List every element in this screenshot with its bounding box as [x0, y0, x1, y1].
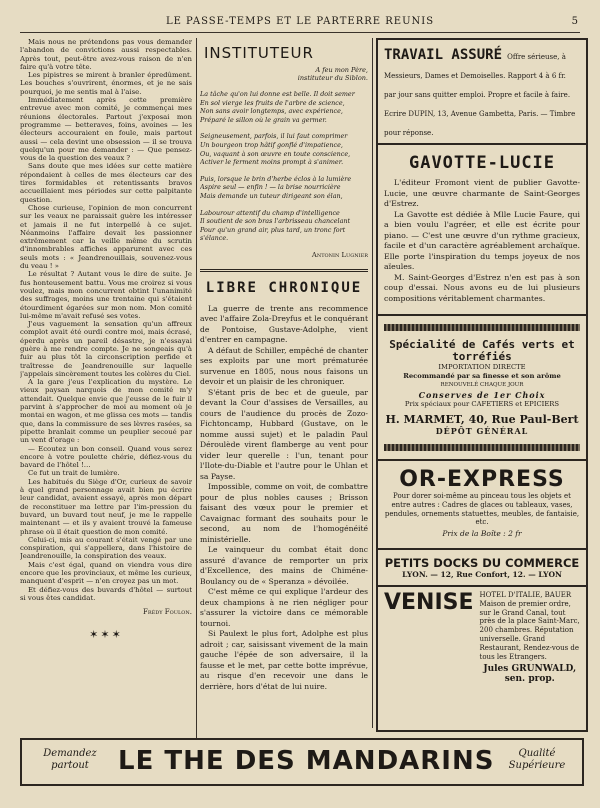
poem-line: Seigneusement, parfois, il lui faut comprimer — [200, 132, 348, 141]
ad-express-price: Prix de la Boîte : 2 fr — [442, 529, 522, 539]
ad-gavotte-para: La Gavotte est dédiée à Mlle Lucie Faure, qui a bien voulu l'agréer, et elle est écrite pour piano. — C'est une œuvre d'un rythme gracieux, facile et d'un caractère agréablement archaïque. Elle porte l'inspiration du temps joyeux de nos aïeules. — [384, 209, 580, 271]
poem-dedication: A feu mon Père, instituteur du Siblon. — [297, 66, 368, 82]
poem-line: Labourour attentif du champ d'intelligence — [200, 208, 340, 217]
column-divider — [372, 38, 373, 728]
footer-left: Demandez partout — [43, 748, 97, 771]
story-paragraph: Mais c'est égal, quand on viendra vous dire encore que les provinciaux, et même les curieux, manquent d'esprit — n'en croyez pas un mot. — [20, 560, 192, 586]
ad-cafes-line: Recommandé par sa finesse et son arôme — [403, 372, 561, 380]
poem-line: Non sans avoir longtemps, avec expérience, — [200, 107, 343, 116]
story-paragraph: Chose curieuse, l'opinion de mon concurrent sur les veaux ne paraissait guère les intéresser et jamais il ne fut interpellé à ce sujet. Néanmoins l'affaire devait les passionner extrêmement car la veille même du scrutin d'innombrables affiches apparurent avec ces seuls mots : « Jeandrenouillais, souvenez-vous du veau ! » — [20, 203, 192, 271]
poem-line: Aspire seul — enfin ! — la brise nourricière — [200, 183, 341, 192]
ad-cafes-line: Prix spéciaux pour CAFETIERS et EPICIERS — [404, 400, 560, 408]
story-paragraph: Sans doute que mes idées sur cette matière répondaient à celles de mes électeurs car des tires formidables et retentissants bravos accueillaient mes périodes sur cette palpitante question. — [20, 162, 192, 204]
ad-cafes — [378, 316, 586, 461]
ad-gavotte-heading: GAVOTTE-LUCIE — [408, 153, 556, 173]
poem-line: Mais demande un tuteur dirigeant son élan, — [200, 191, 343, 200]
chronique-paragraph: Le vainqueur du combat était donc assuré d'avance de remporter un prix d'Excellence, des mains de Chiméne-Boulancy ou de « Speranza » dévoilée. — [200, 545, 368, 586]
ad-express-text: Pour dorer soi-même au pinceau tous les objets et entre autres : Cadres de glaces ou tableaux, vases, pendules, ornements statuettes, meubles, de fantaisie, etc. — [384, 492, 580, 527]
poem-line: En sol vierge les fruits de l'arbre de science, — [200, 98, 345, 107]
footer-right: Qualité Supérieure — [508, 748, 566, 771]
page-header — [20, 14, 580, 33]
poem-line: Pour qu'un grand air, plus tard, un tronc fort s'élance. — [200, 225, 346, 243]
ad-cafes-conserves: Conserves de 1er Choix — [418, 390, 546, 400]
ad-cafes-name: H. MARMET, 40, Rue Paul-Bert — [385, 413, 579, 426]
poem-line: Un bourgeon trop hâtif gonflé d'impatience, — [200, 140, 343, 149]
footer-ad — [20, 738, 584, 786]
story-signature: Frédy Foulon. — [143, 608, 192, 617]
ad-cafes-depot: DÉPÔT GÉNÉRAL — [435, 426, 529, 436]
story-paragraph: Immédiatement après cette première entrevue avec mon comité, je commençai mes réunions électorales. Partout j'exposai mon programme — betteraves, foins, avoines — les électeurs accouraient en foule, mais partout aussi — cela devint une obsession — il se trouva quelqu'un pour me demander : — Que pensez-vous de la question des veaux ? — [20, 96, 192, 163]
column-middle — [200, 38, 368, 728]
chronique-title: LIBRE CHRONIQUE — [205, 279, 363, 296]
footer-main: LE THE DES MANDARINS — [118, 746, 495, 776]
story-paragraph: Les pipistres se mirent à branler épredûment. Les bouches s'ouvrirent, énormes, et je ne sais pourquoi, je me sentis mal à l'aise. — [20, 71, 192, 96]
ad-cafes-heading: Spécialité de Cafés verts et torréfiés — [389, 338, 575, 363]
column-story — [20, 38, 192, 738]
ad-venise-text: HOTEL D'ITALIE, BAUER Maison de premier ordre, sur le Grand Canal, tout près de la place Saint-Marc, 200 chambres. Réputation universelle. Grand Restaurant, Rendez-vous de tous les Etrangers. — [479, 590, 580, 661]
ad-or-express — [378, 461, 586, 550]
section-divider — [200, 269, 368, 272]
ad-travail-text: Offre sérieuse, à Messieurs, Dames et Demoiselles. Rapport 4 à 6 fr. par jour sans quitter emploi. Propre et facile à faire. Ecrire DUPIN, 13, Avenue Gambetta, Paris. — Timbre pour réponse. — [384, 53, 576, 137]
ad-docks — [378, 550, 586, 585]
poem-line: Il soutient de son bras l'arbrisseau chancelant — [200, 217, 351, 226]
ad-venise-heading: VENISE — [384, 589, 474, 615]
ad-cafes-line: RENOUVELÉ CHAQUE JOUR — [440, 382, 524, 388]
journal-title: LE PASSE-TEMPS ET LE PARTERRE REUNIS — [165, 16, 435, 27]
story-paragraph: Celui-ci, mis au courant s'était vengé par une conspiration, qui s'appellera, dans l'histoire de Jeandrenouille, la conspiration des veaux. — [20, 535, 192, 561]
poem-line: Préparé le sillon où le grain va germer. — [200, 115, 327, 124]
column-ads — [376, 38, 588, 732]
chronique-paragraph: A défaut de Schiller, empêché de chanter ses exploits par une mort prématurée survenue en 1805, nous nous faisons un devoir et un plaisir de les chroniquer. — [200, 345, 368, 387]
poem-body — [200, 90, 368, 243]
story-paragraph: Ce fut un trait de lumière. — [28, 469, 120, 478]
poem-line: La tâche qu'on lui donne est belle. Il doit semer — [200, 90, 355, 98]
decorative-bar — [384, 444, 580, 451]
story-paragraph: — Ecoutez un bon conseil. Quand vous serez encore à votre poulette chérie, défiez-vous du bavard de l'hôtel !… — [20, 444, 192, 470]
chronique-body — [200, 304, 368, 693]
ad-express-heading: OR-EXPRESS — [399, 467, 565, 492]
decorative-bar — [384, 324, 580, 331]
story-paragraph: Le résultat ? Autant vous le dire de suite. Je fus honteusement battu. Vous me croirez si vous voulez, mais mon concurrent obtint l'unanimité des suffrages, moins une trentaine qui s'étaient étourdiment égarées sur mon nom. Mon comité lui-même m'avait refusé ses votes. — [20, 270, 192, 320]
ad-venise — [378, 585, 586, 688]
story-paragraph: Mais nous ne prétendons pas vous demander l'abandon de convictions aussi respectables. Après tout, peut-être avez-vous raison de n'en faire qu'à votre tête. — [20, 38, 192, 71]
story-paragraph: J'eus vaguement la sensation qu'un affreux complot avait été ourdi contre moi, mais écrasé, éperdu après un pareil désastre, je n'essayai guère à me rendre compte. Je ne songeais qu'à fuir au plus tôt la circonscription perfide et traîtresse de Jeandrenouille sur laquelle j'appelais sincèrement toutes les colères du Ciel. — [20, 320, 192, 378]
chronique-paragraph: C'est même ce qui explique l'ardeur des deux champions à ne rien négliger pour s'assurer la victoire dans ce mémorable tournoi. — [200, 587, 368, 628]
poem-signature: Antonin Lugnier — [311, 250, 368, 259]
ad-gavotte-para: M. Saint-Georges d'Estrez n'en est pas à son coup d'essai. Nous avons eu de lui plusieurs compositions véritablement charmantes. — [384, 272, 580, 303]
poem-line: Puis, lorsque le brin d'herbe éclos à la lumière — [200, 174, 352, 183]
story-paragraph: Et défiez-vous des buvards d'hôtel — surtout si vous êtes candidat. — [20, 585, 192, 602]
ad-venise-owner: Jules GRUNWALD, sen. prop. — [483, 664, 577, 685]
ad-cafes-line: IMPORTATION DIRECTE — [438, 363, 526, 371]
ad-travail — [378, 40, 586, 145]
poem-title: INSTITUTEUR — [204, 44, 314, 62]
ad-docks-address: LYON. — 12, Rue Confort, 12. — LYON — [402, 569, 562, 579]
chronique-paragraph: Si Paulext le plus fort, Adolphe est plus adroit ; car, saisissant vivement de la main gauche l'épée de son adversaire, il la fausse et le met, par cette botte imprévue, au risque d'en recevoir une dans le derrière, hors d'état de lui nuire. — [200, 629, 368, 691]
poem-line: Ou, vaquant à son œuvre en toute conscience, — [200, 149, 351, 158]
story-paragraph: A la gare j'eus l'explication du mystère. Le vieux paysan narquois de mon comité m'y attendait. Quelque envie que j'eusse de le fuir il parvint à s'approcher de moi au moment où je montai en wagon, et me glissa ces mots — tandis que, dans la commissure de ses lèvres rasées, sa pipette branlait comme un peuplier secoué par un vent d'orage : — [20, 378, 192, 445]
poem-line: Activer le ferment moins prompt à s'animer. — [200, 158, 344, 167]
ad-travail-heading: TRAVAIL ASSURÉ — [384, 47, 503, 63]
ad-gavotte-para: L'éditeur Fromont vient de publier Gavotte-Lucie, une œuvre charmante de Saint-Georges d'Estrez. — [384, 178, 580, 208]
story-paragraph: Les habitués du Siège d'Or, curieux de savoir à quel grand personnage avait bien pu écrire leur candidat, avaient essayé, après mon départ de reconstituer ma lettre par l'im-pression du buvard, un buvard tout neuf, je me le rappelle maintenant — et ils y avaient trouvé la fameuse phrase où il était question de mon comité. — [20, 477, 192, 536]
page-number: 5 — [571, 16, 578, 27]
chronique-paragraph: La guerre de trente ans recommence avec l'affaire Zola-Dreyfus et le conquérant de Pontoise, Gustave-Adolphe, vient d'entrer en campagne. — [200, 303, 368, 345]
ad-gavotte — [378, 145, 586, 316]
column-divider — [196, 38, 197, 738]
chronique-paragraph: S'étant pris de bec et de gueule, par devant la Cour d'assises de Versailles, au cours de l'audience du procès de Zozo-Fichtoncamp, Hubbard (Gustave, on le nomme aussi sujet) et le paladin Paul Déroulède virent flamberge au vent pour vider leur querelle : l'un, tenant pour l'Ilote-du-Diable et l'autre pour le Uhlan et sa Payse. — [200, 387, 368, 481]
chronique-paragraph: Impossible, comme on voit, de combattre pour de plus nobles causes ; Brisson faisant des vœux pour le premier et Cavaignac formant des souhaits pour le second, au nom de l'homogénéité ministérielle. — [200, 482, 368, 544]
ad-docks-heading: PETITS DOCKS DU COMMERCE — [384, 555, 580, 570]
stars-ornament: ✶✶✶ — [89, 628, 123, 642]
